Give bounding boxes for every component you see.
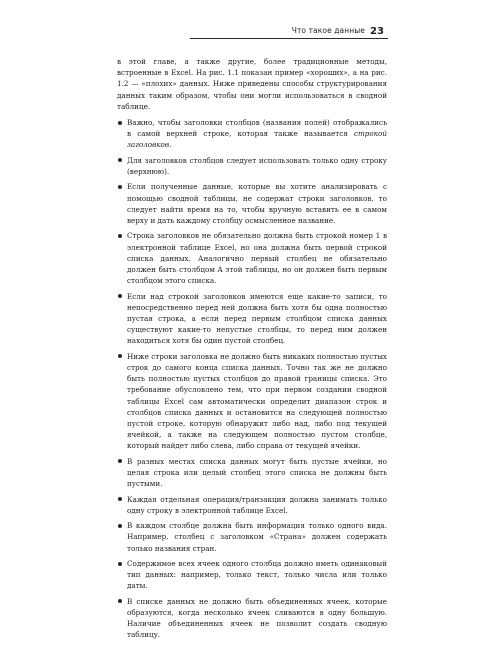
bullet-icon [118,294,122,298]
bullet-item-5: Если над строкой заголовков имеются еще какие-то записи, то непосредственно перед ней должна быть хотя бы одна полностью пустая строка, а если перед первым столбцом списка данных существуют какие-то непустые столбцы, то перед ним должен находиться хотя бы один пустой столбец. [117,291,387,347]
bullet-icon [118,459,122,463]
header-rule [190,38,388,39]
main-text [117,56,387,645]
running-header [0,24,381,40]
bullet-item-11: В списке данных не должно быть объединенных ячеек, которые образуются, когда несколько ячеек сливаются в одну большую. Наличие объединенных ячеек не позволит создать сводную таблицу. [117,596,387,641]
bullet-icon [118,185,122,189]
bullet-item-1: Важно, чтобы заголовки столбцов (названия полей) отображались в самой верхней строке, которая также называется строкой заголовков. [117,117,387,151]
bullet-item-8: Каждая отдельная операция/транзакция должна занимать только одну строку в электронной таблице Excel. [117,494,387,516]
bullet-item-3: Если полученные данные, которые вы хотите анализировать с помощью сводной таблицы, не содержат строки заголовков, то следует найти время на то, чтобы вручную вставить ее в самом верху и дать каждому столбцу осмысленное название. [117,181,387,226]
bullet-list [117,117,387,641]
term-emphasis: строкой заголовков [127,129,387,150]
bullet-item-6: Ниже строки заголовка не должно быть никаких полностью пустых строк до самого конца списка данных. Точно так же не должно быть полностью пустых столбцов до правой границы списка. Это требование обусловлено тем, что при первом создании сводной таблицы Excel сам автоматически определит диапазон строк и столбцов списка данных и остановится на следующей полностью пустой строке, которую обнаружит либо над, либо под текущей ячейкой, а также на следующем полностью пустом столбце, который найдет либо слева, либо справа от текущей ячейки. [117,351,387,452]
bullet-item-7: В разных местах списка данных могут быть пустые ячейки, но целая строка или целый столбец этого списка не должны быть пустыми. [117,456,387,490]
bullet-icon [118,158,122,162]
bullet-item-10: Содержимое всех ячеек одного столбца должно иметь одинаковый тип данных: например, только текст, только числа или только даты. [117,558,387,592]
bullet-icon [118,497,122,501]
page-number: 23 [370,26,384,37]
bullet-icon [118,524,122,528]
chapter-title: Что такое данные [291,26,365,35]
bullet-item-9: В каждом столбце должна быть информация только одного вида. Например, столбец с заголовком «Страна» должен содержать только названия стран. [117,520,387,554]
intro-paragraph: в этой главе, а также другие, более традиционные методы, встроенные в Excel. На рис. 1.1 показан пример «хороших», а на рис. 1.2 — «плохих» данных. Ниже приведены способы структурирования данных таким образом, чтобы они могли использоваться в сводной таблице. [117,57,387,111]
bullet-icon [118,562,122,566]
bullet-icon [118,234,122,238]
bullet-icon [118,121,122,125]
bullet-item-4: Строка заголовков не обязательно должна быть строкой номер 1 в электронной таблице Excel, но она должна быть первой строкой списка данных. Аналогично первый столбец не обязательно должен быть столбцом A этой таблицы, но он должен быть первым столбцом этого списка. [117,230,387,286]
bullet-icon [118,599,122,603]
bullet-icon [118,354,122,358]
bullet-item-2: Для заголовков столбцов следует использовать только одну строку (верхнюю). [117,155,387,177]
